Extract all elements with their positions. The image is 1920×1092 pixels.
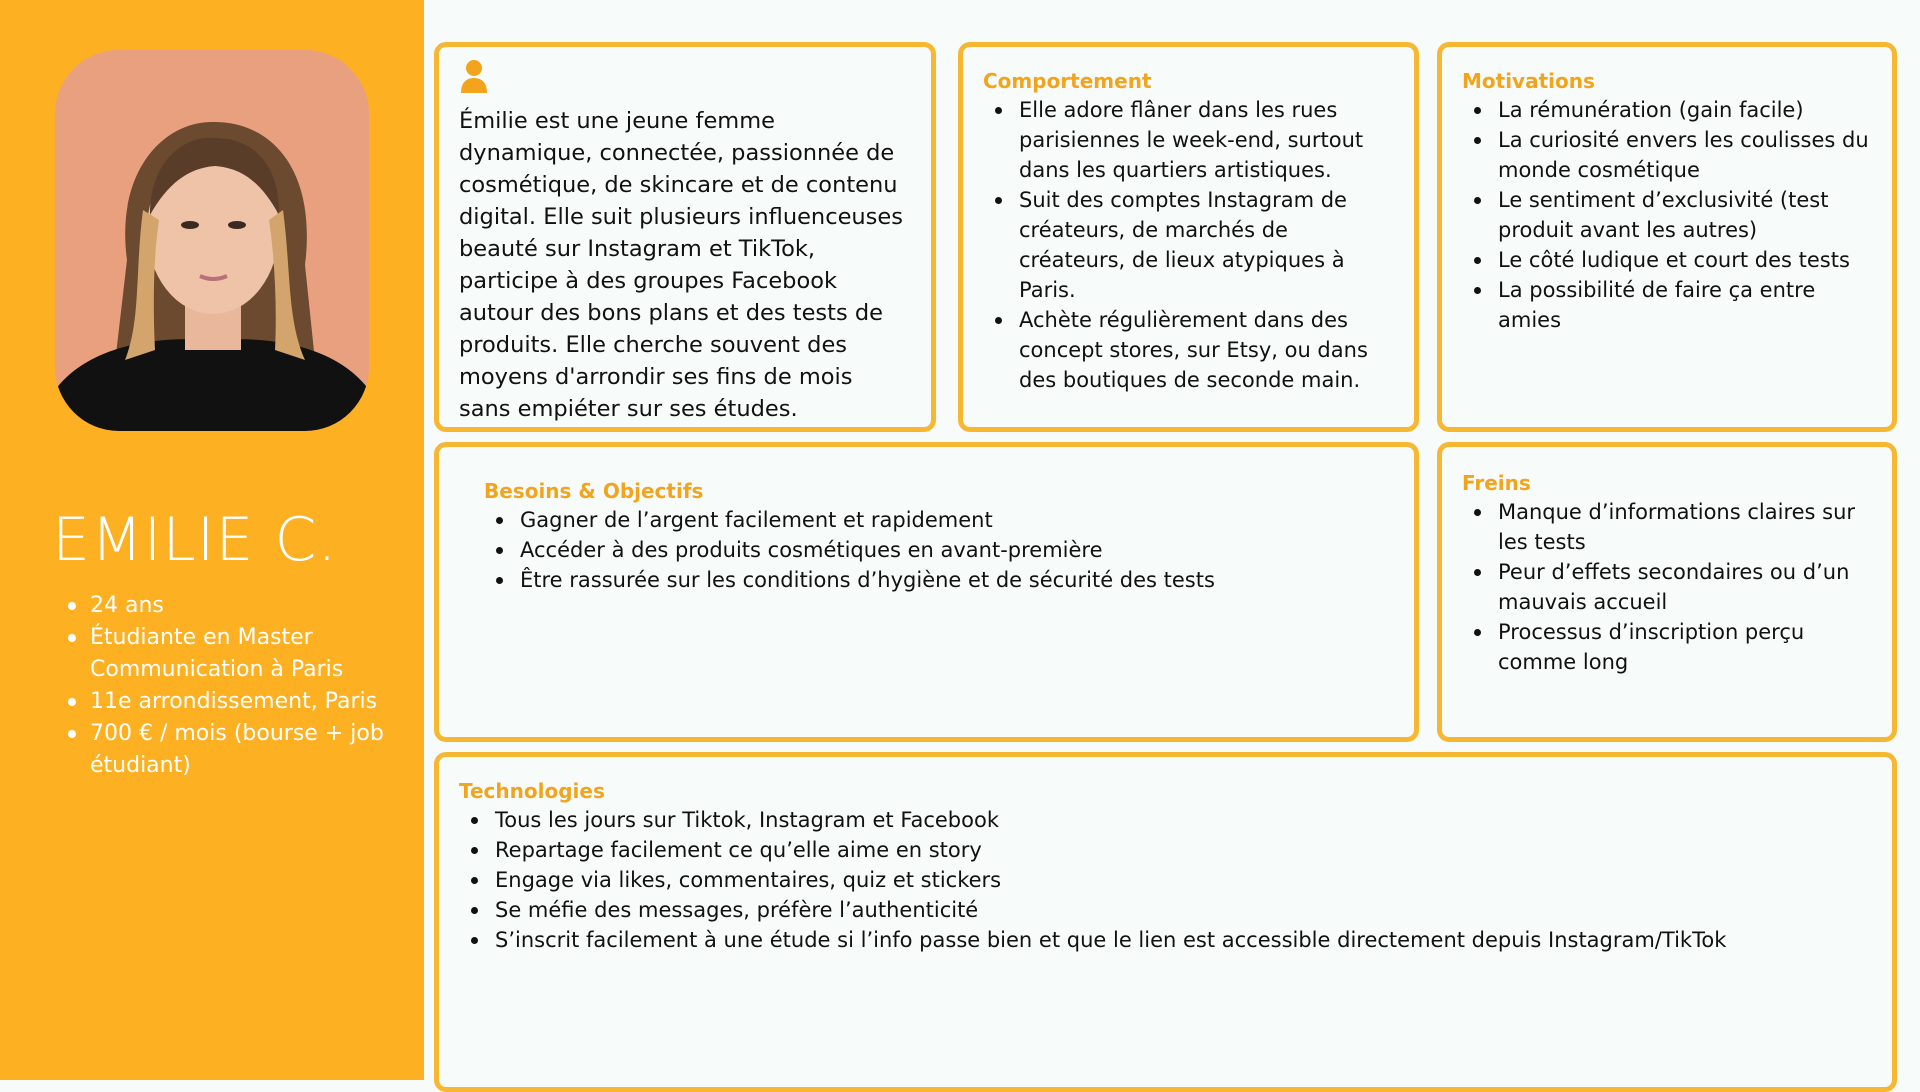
besoins-title: Besoins & Objectifs — [484, 479, 704, 503]
besoins-list — [484, 505, 1394, 595]
motivations-title: Motivations — [1462, 69, 1595, 93]
list-item: Accéder à des produits cosmétiques en avant-première — [484, 535, 1394, 565]
list-item: Le côté ludique et court des tests — [1462, 245, 1872, 275]
portrait-image — [55, 50, 369, 431]
list-item: Processus d’inscription perçu comme long — [1462, 617, 1872, 677]
list-item: S’inscrit facilement à une étude si l’info passe bien et que le lien est accessible directement depuis Instagram/TikTok — [459, 925, 1872, 955]
technologies-list — [459, 805, 1872, 955]
list-item: Suit des comptes Instagram de créateurs, de marchés de créateurs, de lieux atypiques à Paris. — [983, 185, 1394, 305]
user-icon — [459, 59, 489, 93]
persona-facts — [58, 590, 388, 782]
freins-card — [1437, 442, 1897, 742]
list-item: La possibilité de faire ça entre amies — [1462, 275, 1872, 335]
motivations-list — [1462, 95, 1872, 335]
fact-location: 11e arrondissement, Paris — [58, 686, 388, 718]
list-item: Gagner de l’argent facilement et rapidement — [484, 505, 1394, 535]
persona-photo — [55, 50, 369, 431]
persona-sidebar — [0, 0, 424, 1080]
motivations-card — [1437, 42, 1897, 432]
technologies-title: Technologies — [459, 779, 605, 803]
list-item: Manque d’informations claires sur les tests — [1462, 497, 1872, 557]
list-item: Peur d’effets secondaires ou d’un mauvais accueil — [1462, 557, 1872, 617]
list-item: Repartage facilement ce qu’elle aime en story — [459, 835, 1872, 865]
fact-study: Étudiante en Master Communication à Paris — [58, 622, 388, 686]
comportement-title: Comportement — [983, 69, 1152, 93]
fact-age: 24 ans — [58, 590, 388, 622]
intro-text: Émilie est une jeune femme dynamique, connectée, passionnée de cosmétique, de skincare et de contenu digital. Elle suit plusieurs influenceuses beauté sur Instagram et TikTok, participe à des groupes Facebook autour des bons plans et des tests de produits. Elle cherche souvent des moyens d'arrondir ses fins de mois sans empiéter sur ses études. — [459, 108, 903, 422]
intro-card — [434, 42, 936, 432]
list-item: La curiosité envers les coulisses du monde cosmétique — [1462, 125, 1872, 185]
list-item: Achète régulièrement dans des concept stores, sur Etsy, ou dans des boutiques de seconde main. — [983, 305, 1394, 395]
fact-budget: 700 € / mois (bourse + job étudiant) — [58, 718, 388, 782]
persona-name: EMILIE C. — [52, 505, 338, 575]
freins-title: Freins — [1462, 471, 1531, 495]
list-item: Se méfie des messages, préfère l’authenticité — [459, 895, 1872, 925]
list-item: Le sentiment d’exclusivité (test produit avant les autres) — [1462, 185, 1872, 245]
list-item: Être rassurée sur les conditions d’hygiène et de sécurité des tests — [484, 565, 1394, 595]
list-item: Engage via likes, commentaires, quiz et stickers — [459, 865, 1872, 895]
list-item: Elle adore flâner dans les rues parisiennes le week-end, surtout dans les quartiers artistiques. — [983, 95, 1394, 185]
freins-list — [1462, 497, 1872, 677]
list-item: La rémunération (gain facile) — [1462, 95, 1872, 125]
comportement-card — [958, 42, 1419, 432]
technologies-card — [434, 752, 1897, 1092]
list-item: Tous les jours sur Tiktok, Instagram et Facebook — [459, 805, 1872, 835]
comportement-list — [983, 95, 1394, 395]
besoins-card — [434, 442, 1419, 742]
